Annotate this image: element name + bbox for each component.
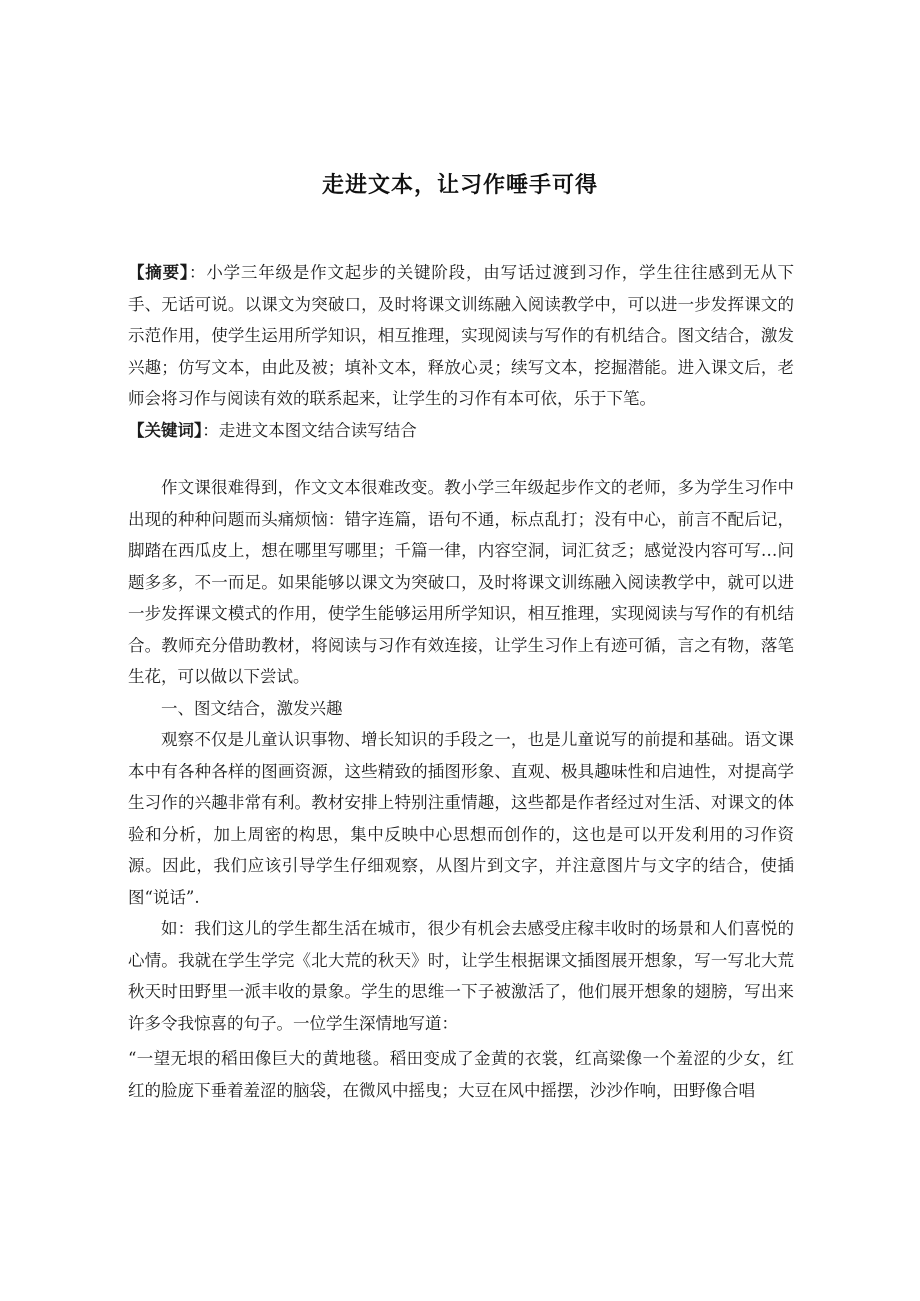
example-paragraph: 如：我们这儿的学生都生活在城市，很少有机会去感受庄稼丰收时的场景和人们喜悦的心情。我就在学生学完《北大荒的秋天》时，让学生根据课文插图展开想象，写一写北大荒秋天时田野里一派丰收的景象。学生的思维一下子被激活了，他们展开想象的翅膀，写出来许多令我惊喜的句子。一位学生深情地写道： (128, 919, 794, 1033)
intro-paragraph: 作文课很难得到，作文文本很难改变。教小学三年级起步作文的老师，多为学生习作中出现的种种问题而头痛烦恼：错字连篇，语句不通，标点乱打；没有中心，前言不配后记，脚踏在西瓜皮上，想在哪里写哪里；千篇一律，内容空洞，词汇贫乏；感觉没内容可写…问题多多，不一而足。如果能够以课文为突破口，及时将课文训练融入阅读教学中，就可以进一步发挥课文模式的作用，使学生能够运用所学知识，相互推理，实现阅读与写作的有机结合。教师充分借助教材，将阅读与习作有效连接，让学生习作上有迹可循，言之有物，落笔生花，可以做以下尝试。 (128, 478, 794, 686)
student-quote: “一望无垠的稻田像巨大的黄地毯。稻田变成了金黄的衣裳，红高粱像一个羞涩的少女，红红的脸庞下垂着羞涩的脑袋，在微风中摇曳；大豆在风中摇摆，沙沙作响，田野像合唱 (128, 1049, 794, 1100)
observation-paragraph: 观察不仅是儿童认识事物、增长知识的手段之一，也是儿童说写的前提和基础。语文课本中有各种各样的图画资源，这些精致的插图形象、直观、极具趣味性和启迪性，对提高学生习作的兴趣非常有利。教材安排上特别注重情趣，这些都是作者经过对生活、对课文的体验和分析，加上周密的构思，集中反映中心思想而创作的，这也是可以开发利用的习作资源。因此，我们应该引导学生仔细观察，从图片到文字，并注意图片与文字的结合，使插图“说话”. (128, 730, 794, 907)
abstract-paragraph (128, 257, 794, 415)
keywords-text: 走进文本图文结合读写结合 (218, 420, 417, 440)
keywords-separator: ： (202, 420, 219, 440)
keywords-label: 【关键词】 (128, 420, 203, 440)
section-heading: 一、图文结合，激发兴趣 (161, 698, 343, 718)
abstract-label: 【摘要】 (128, 263, 189, 282)
abstract-separator: ： (189, 263, 207, 282)
abstract-section (128, 257, 794, 446)
abstract-text: 小学三年级是作文起步的关键阶段，由写话过渡到习作，学生往往感到无从下手、无话可说。以课文为突破口，及时将课文训练融入阅读教学中，可以进一步发挥课文的示范作用，使学生运用所学知识，相互推理，实现阅读与写作的有机结合。图文结合，激发兴趣；仿写文本，由此及被；填补文本，释放心灵；续写文本，挖掘潜能。进入课文后，老师会将习作与阅读有效的联系起来，让学生的习作有本可依，乐于下笔。 (128, 263, 795, 408)
keywords-paragraph (128, 415, 794, 447)
main-body (128, 472, 794, 1106)
document-title: 走进文本，让习作唾手可得 (321, 173, 598, 198)
